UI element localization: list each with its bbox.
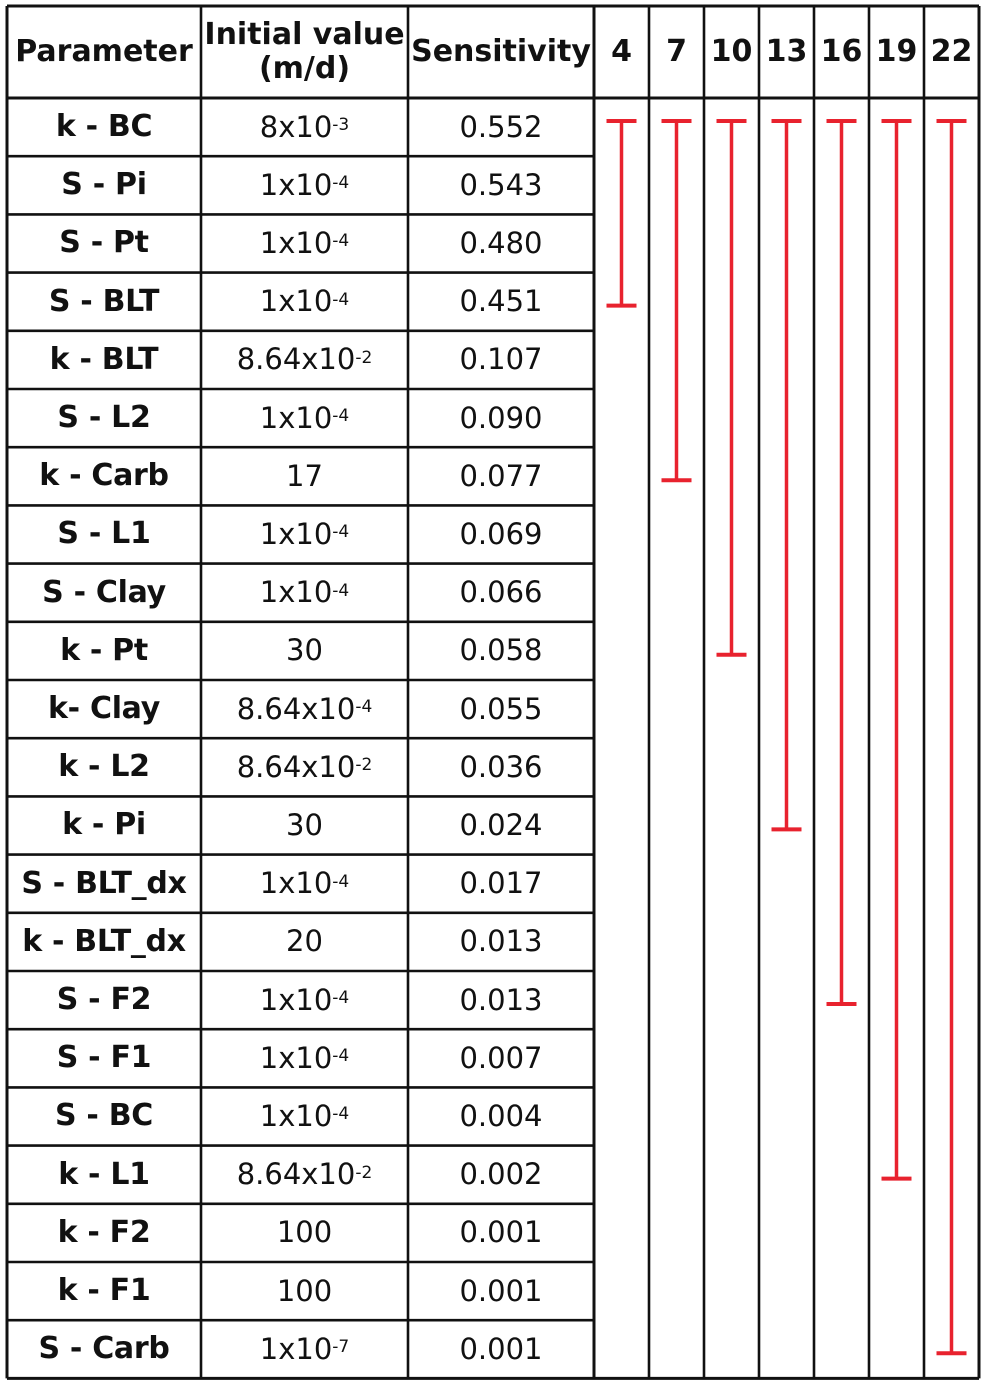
cell-parameter: S - F1: [56, 1040, 152, 1076]
cell-initial-value: 1x10 $^{-4}$: [259, 167, 350, 202]
cell-sensitivity: 0.055: [459, 691, 543, 726]
cell-parameter: k - BLT: [49, 341, 159, 377]
cell-parameter: S - BLT_dx: [21, 865, 187, 901]
cell-parameter: k - BC: [55, 109, 153, 145]
cell-parameter: k - Pi: [62, 807, 146, 843]
initial-value-mantissa: 8.64x10: [236, 342, 356, 377]
initial-value-mantissa: 1x10: [259, 516, 333, 551]
cell-sensitivity: 0.004: [459, 1098, 543, 1133]
initial-value-mantissa: 100: [276, 1273, 333, 1308]
cell-sensitivity: 0.036: [459, 749, 543, 784]
header-parameter: Parameter: [15, 34, 193, 69]
initial-value-mantissa: 30: [286, 807, 323, 842]
header-set-size: 13: [765, 34, 808, 69]
header-sensitivity: Sensitivity: [411, 34, 591, 69]
initial-value-mantissa: 1x10: [259, 982, 333, 1017]
header-set-size: 4: [611, 34, 632, 69]
cell-sensitivity: 0.451: [459, 284, 543, 319]
initial-value-mantissa: 1x10: [259, 575, 333, 610]
cell-sensitivity: 0.107: [459, 342, 543, 377]
cell-initial-value: 1x10 $^{-4}$: [259, 516, 350, 551]
cell-sensitivity: 0.013: [459, 982, 543, 1017]
cell-sensitivity: 0.552: [459, 109, 543, 144]
cell-parameter: S - Carb: [38, 1331, 170, 1367]
cell-sensitivity: 0.017: [459, 866, 543, 901]
initial-value-mantissa: 1x10: [259, 284, 333, 319]
cell-sensitivity: 0.024: [459, 807, 543, 842]
cell-initial-value: 1x10 $^{-4}$: [259, 866, 350, 901]
cell-parameter: k - L1: [58, 1156, 150, 1192]
initial-value-mantissa: 8.64x10: [236, 691, 356, 726]
initial-value-mantissa: 1x10: [259, 167, 333, 202]
cell-parameter: k - F2: [57, 1214, 151, 1250]
initial-value-mantissa: 8x10: [259, 109, 333, 144]
cell-sensitivity: 0.001: [459, 1331, 543, 1366]
header-initial-value-line1: Initial value: [204, 17, 405, 53]
cell-initial-value: 8.64x10 $^{-2}$: [236, 1157, 373, 1192]
cell-initial-value: 1x10 $^{-4}$: [259, 225, 350, 260]
cell-sensitivity: 0.480: [459, 225, 543, 260]
cell-sensitivity: 0.543: [459, 167, 543, 202]
cell-parameter: k- Clay: [48, 691, 160, 727]
cell-initial-value: 1x10 $^{-4}$: [259, 284, 350, 319]
cell-parameter: k - Pt: [60, 632, 148, 668]
cell-parameter: S - F2: [56, 982, 152, 1018]
header-set-size: 22: [930, 34, 973, 69]
cell-sensitivity: 0.077: [459, 458, 543, 493]
cell-parameter: S - Pi: [61, 167, 147, 203]
cell-parameter: S - BLT: [48, 283, 160, 319]
cell-sensitivity: 0.069: [459, 516, 543, 551]
cell-parameter: S - L1: [57, 516, 151, 552]
header-set-size: 10: [710, 34, 753, 69]
cell-initial-value: 8x10 $^{-3}$: [259, 109, 350, 144]
cell-parameter: k - Carb: [39, 458, 169, 494]
cell-parameter: S - BC: [54, 1098, 154, 1134]
initial-value-mantissa: 8.64x10: [236, 1157, 356, 1192]
initial-value-mantissa: 1x10: [259, 225, 333, 260]
cell-parameter: k - F1: [57, 1273, 151, 1309]
initial-value-mantissa: 20: [286, 924, 323, 959]
cell-parameter: S - L2: [57, 400, 151, 436]
initial-value-mantissa: 1x10: [259, 400, 333, 435]
initial-value-mantissa: 1x10: [259, 1040, 333, 1075]
initial-value-mantissa: 1x10: [259, 1331, 333, 1366]
header-set-size: 19: [875, 34, 918, 69]
cell-initial-value: 8.64x10 $^{-4}$: [236, 691, 373, 726]
initial-value-mantissa: 17: [286, 458, 323, 493]
cell-initial-value: 8.64x10 $^{-2}$: [236, 342, 373, 377]
cell-sensitivity: 0.002: [459, 1157, 543, 1192]
header-initial-value-unit: (m/d): [258, 51, 351, 86]
cell-sensitivity: 0.066: [459, 575, 543, 610]
cell-initial-value: 1x10 $^{-4}$: [259, 400, 350, 435]
cell-sensitivity: 0.013: [459, 924, 543, 959]
header-set-size: 16: [820, 34, 863, 69]
header-set-size: 7: [666, 34, 687, 69]
initial-value-mantissa: 30: [286, 633, 323, 668]
initial-value-mantissa: 1x10: [259, 1098, 333, 1133]
cell-parameter: S - Pt: [59, 225, 149, 261]
cell-initial-value: 1x10 $^{-4}$: [259, 1040, 350, 1075]
initial-value-mantissa: 100: [276, 1215, 333, 1250]
cell-sensitivity: 0.001: [459, 1215, 543, 1250]
cell-parameter: k - BLT_dx: [22, 923, 186, 959]
cell-sensitivity: 0.007: [459, 1040, 543, 1075]
cell-sensitivity: 0.001: [459, 1273, 543, 1308]
cell-initial-value: 1x10 $^{-7}$: [259, 1331, 350, 1366]
cell-initial-value: 1x10 $^{-4}$: [259, 1098, 350, 1133]
initial-value-mantissa: 1x10: [259, 866, 333, 901]
cell-parameter: k - L2: [58, 749, 150, 785]
initial-value-mantissa: 8.64x10: [236, 749, 356, 784]
cell-sensitivity: 0.090: [459, 400, 543, 435]
cell-initial-value: 8.64x10 $^{-2}$: [236, 749, 373, 784]
cell-sensitivity: 0.058: [459, 633, 543, 668]
cell-parameter: S - Clay: [42, 574, 166, 610]
cell-initial-value: 1x10 $^{-4}$: [259, 575, 350, 610]
cell-initial-value: 1x10 $^{-4}$: [259, 982, 350, 1017]
